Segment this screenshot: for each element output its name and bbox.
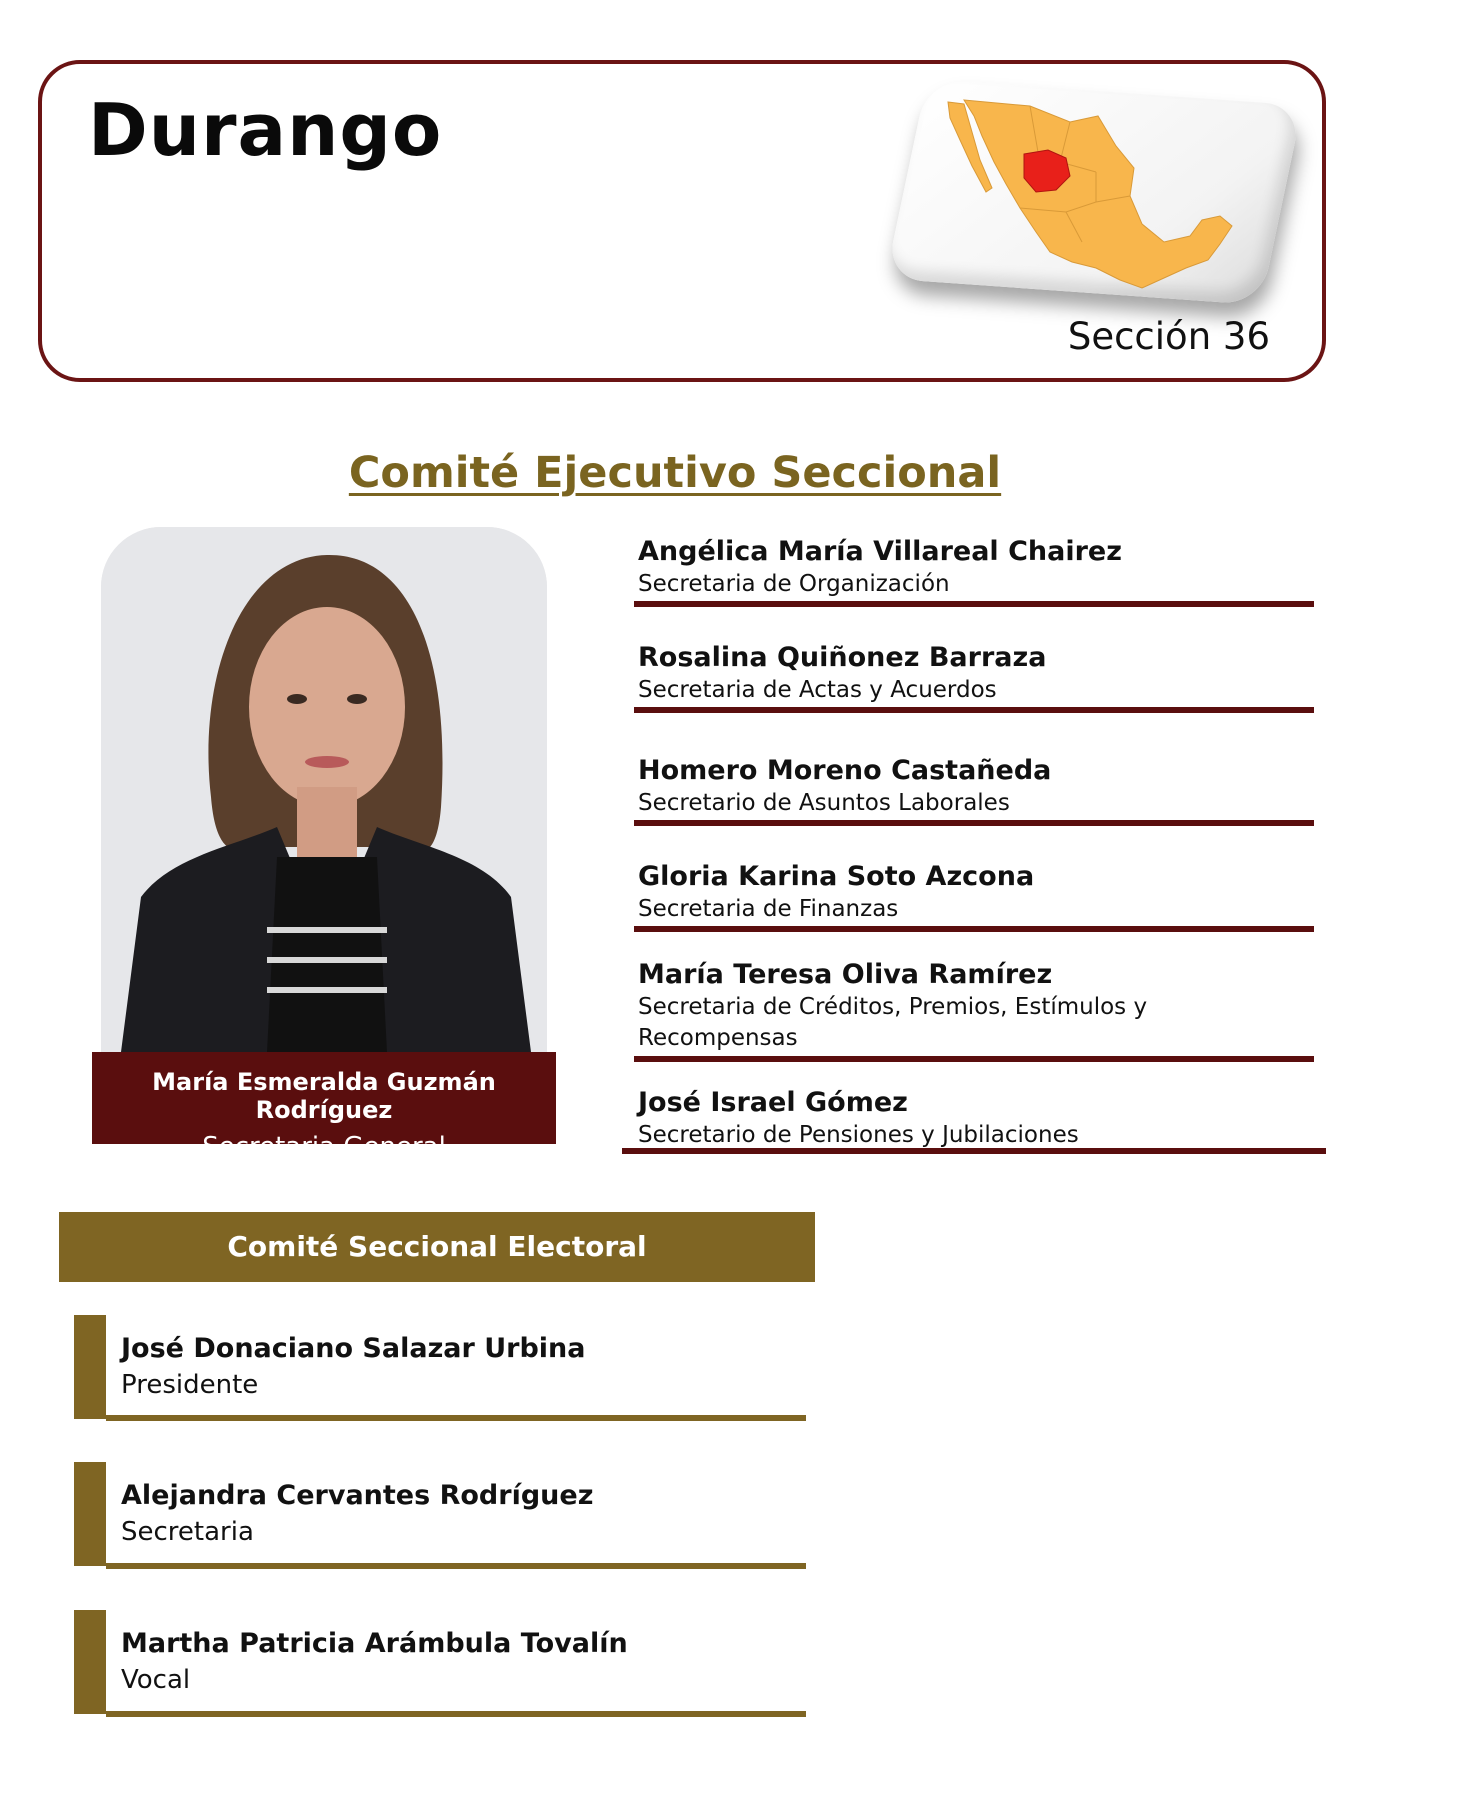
member-name: Angélica María Villareal Chairez [638, 536, 1122, 567]
electoral-committee-banner: Comité Seccional Electoral [59, 1212, 815, 1282]
list-item [638, 861, 1318, 925]
accent-bar [74, 1315, 106, 1419]
member-role: Vocal [121, 1665, 191, 1695]
member-role: Secretaria de Organización [638, 571, 950, 597]
list-item [121, 1333, 585, 1400]
list-item [638, 755, 1318, 819]
list-item [638, 642, 1318, 706]
list-item [638, 536, 1318, 600]
executive-committee-title: Comité Ejecutivo Seccional [348, 448, 1002, 498]
accent-bar [74, 1610, 106, 1714]
member-role: Secretaria de Finanzas [638, 896, 899, 922]
leader-photo [101, 527, 547, 1052]
leader-name: María Esmeralda Guzmán Rodríguez [152, 1068, 496, 1124]
member-name: Martha Patricia Arámbula Tovalín [121, 1628, 628, 1659]
mexico-map-icon [920, 92, 1270, 302]
divider [106, 1563, 806, 1569]
divider [634, 707, 1314, 713]
member-name: Alejandra Cervantes Rodríguez [121, 1480, 594, 1511]
member-name: Homero Moreno Castañeda [638, 755, 1052, 786]
member-role: Secretaria de Créditos, Premios, Estímulos y Recompensas [638, 994, 1148, 1051]
member-name: José Donaciano Salazar Urbina [121, 1333, 586, 1364]
member-role: Secretaria [121, 1517, 254, 1547]
list-item [638, 1087, 1318, 1151]
list-item [121, 1480, 593, 1547]
list-item [638, 959, 1198, 1054]
leader-role: Secretaria General [202, 1132, 446, 1162]
accent-bar [74, 1462, 106, 1566]
section-number: Sección 36 [1067, 315, 1270, 358]
member-role: Secretaria de Actas y Acuerdos [638, 677, 997, 703]
divider [634, 1056, 1314, 1062]
state-title: Durango [88, 88, 443, 172]
member-name: Rosalina Quiñonez Barraza [638, 642, 1047, 673]
divider [634, 926, 1314, 932]
divider [106, 1711, 806, 1717]
member-name: Gloria Karina Soto Azcona [638, 861, 1035, 892]
member-role: Secretario de Asuntos Laborales [638, 790, 1010, 816]
divider [106, 1415, 806, 1421]
leader-caption [92, 1052, 556, 1162]
member-name: José Israel Gómez [638, 1087, 908, 1118]
divider [634, 601, 1314, 607]
member-role: Secretario de Pensiones y Jubilaciones [638, 1122, 1079, 1148]
member-name: María Teresa Oliva Ramírez [638, 959, 1053, 990]
list-item [121, 1628, 628, 1695]
member-role: Presidente [121, 1370, 259, 1400]
divider [622, 1148, 1326, 1154]
divider [634, 820, 1314, 826]
